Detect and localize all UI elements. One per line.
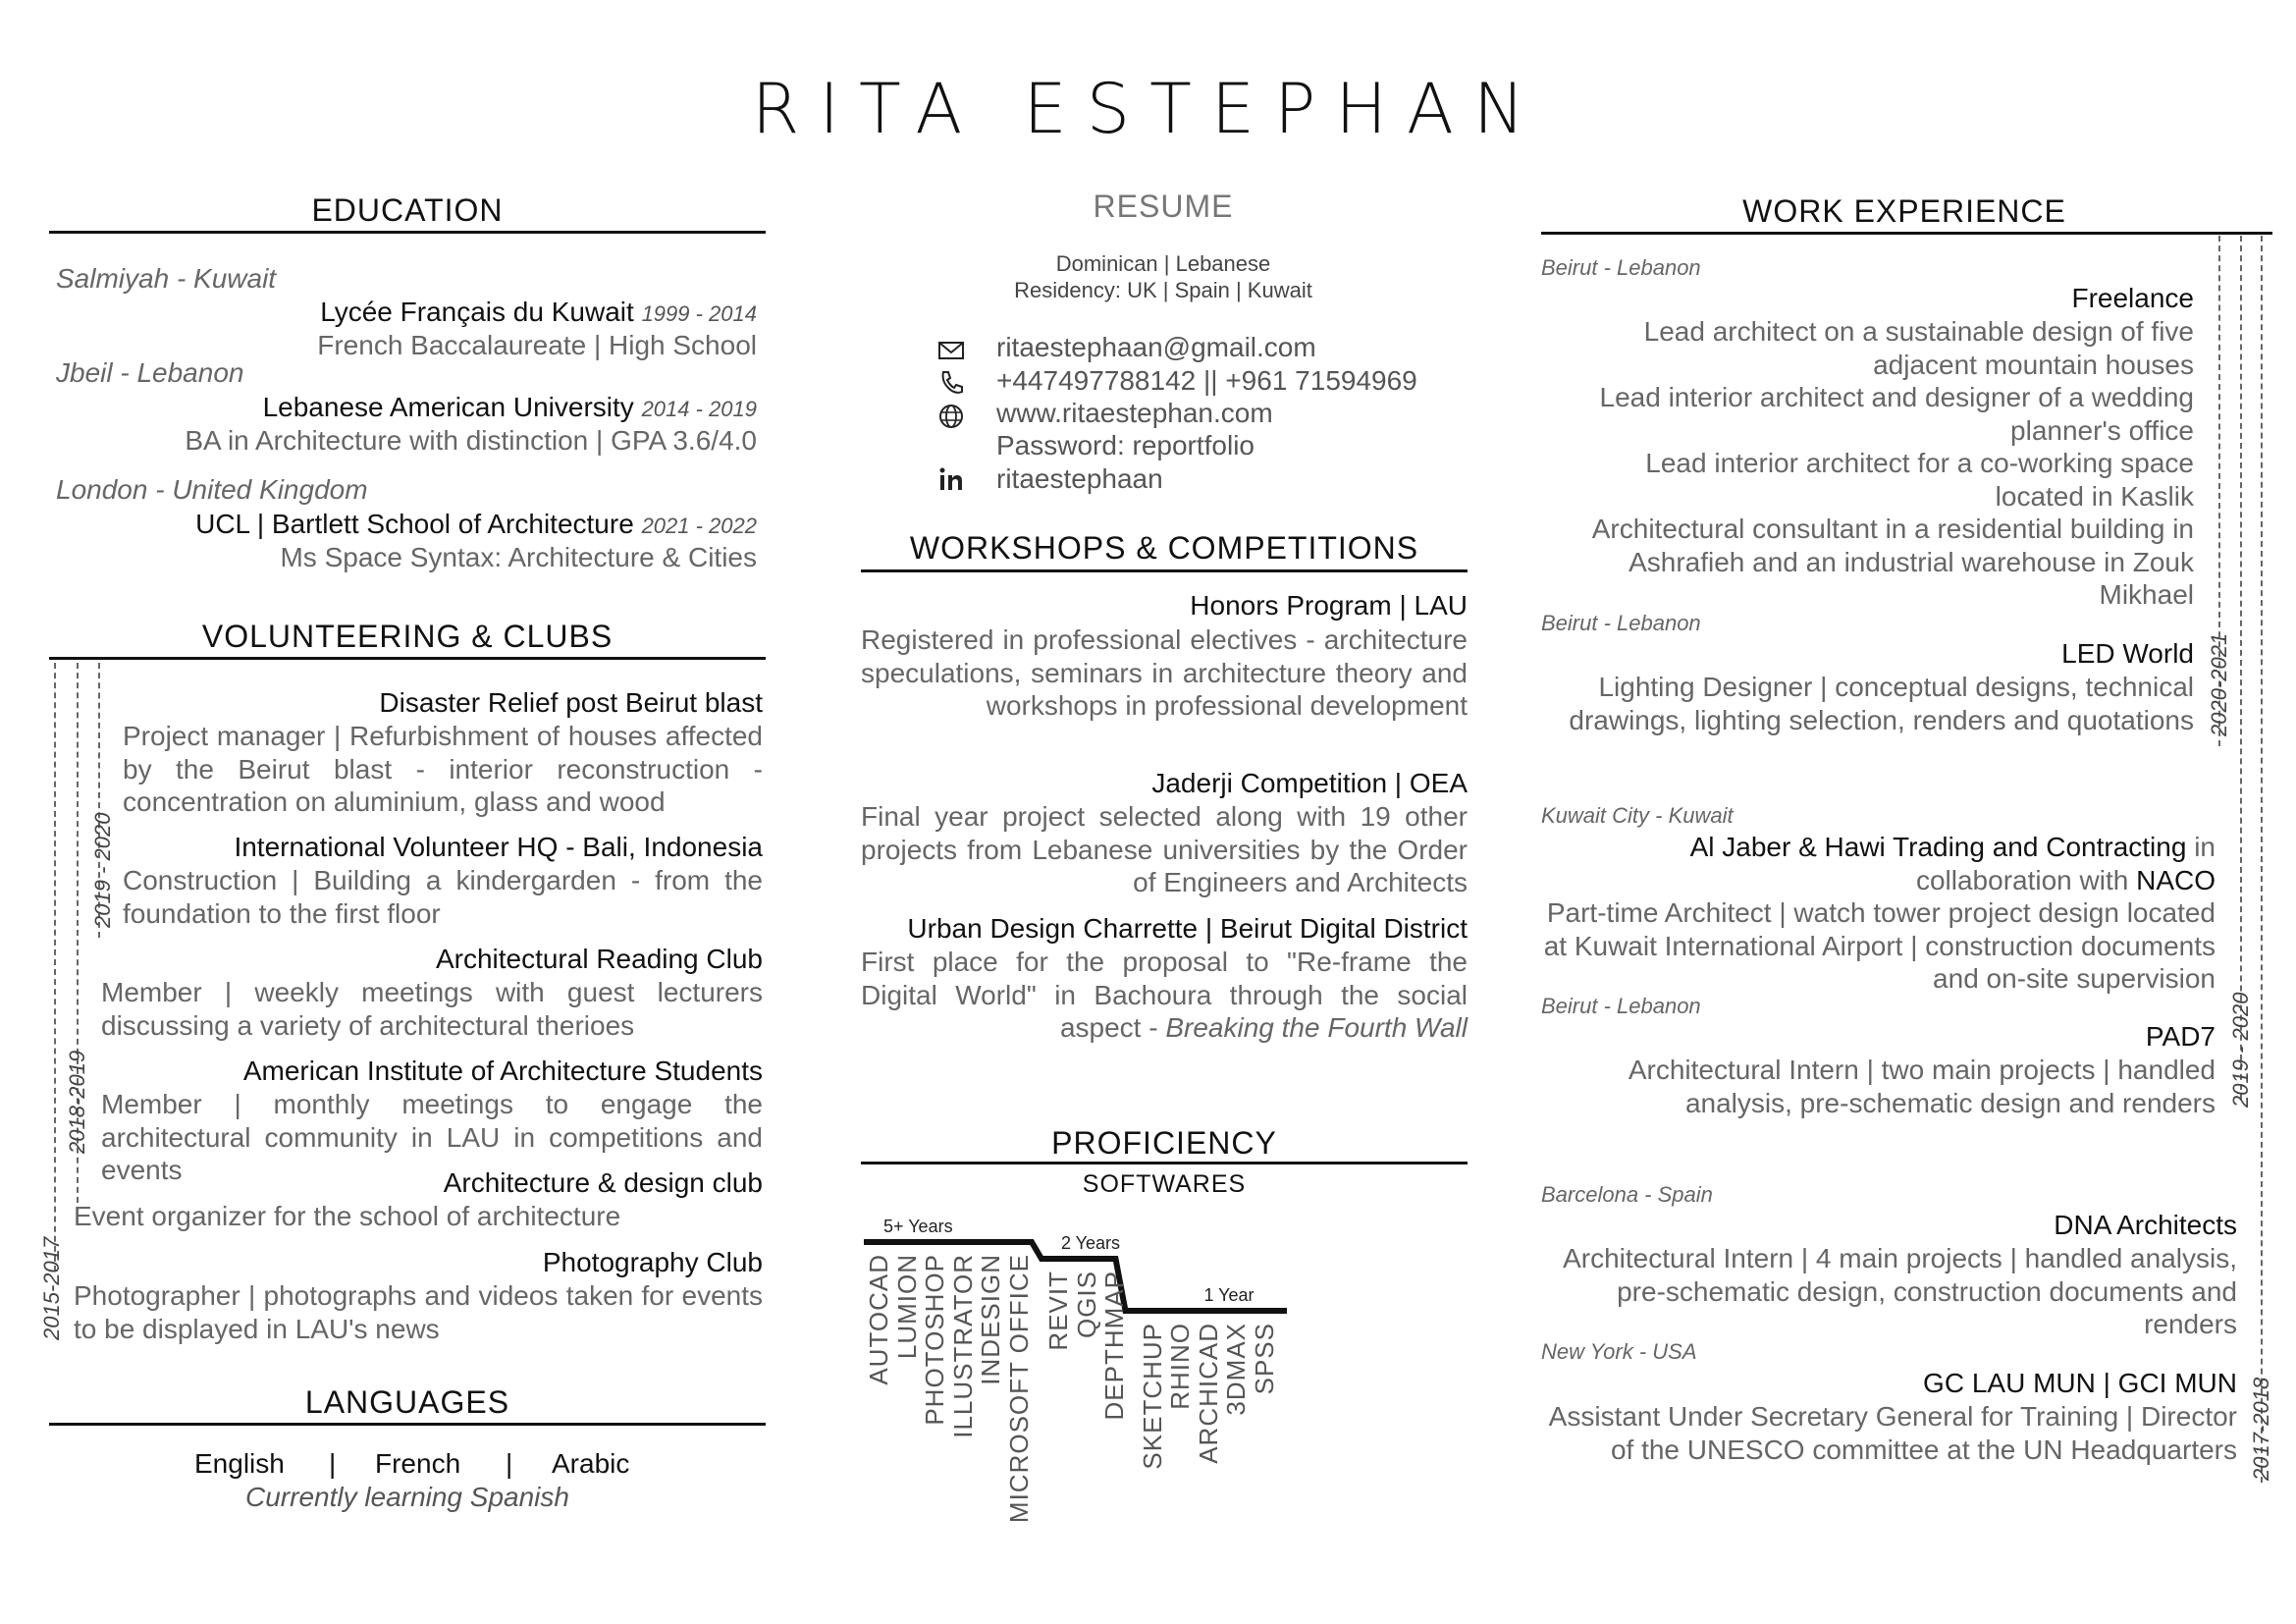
work-company: GC LAU MUN | GCI MUN bbox=[1923, 1368, 2237, 1398]
timeline-year: 2017-2018 bbox=[2249, 1377, 2273, 1481]
contact-phone[interactable]: +447497788142 || +961 71594969 bbox=[996, 365, 1417, 396]
residency: Residency: UK | Spain | Kuwait bbox=[1014, 278, 1312, 302]
workshop-title: Jaderji Competition | OEA bbox=[1151, 768, 1468, 798]
education-detail: Ms Space Syntax: Architecture & Cities bbox=[280, 542, 757, 572]
software-label: SPSS bbox=[1249, 1323, 1279, 1395]
nationality: Dominican | Lebanese bbox=[1055, 251, 1271, 276]
volunteer-title: Architecture & design club bbox=[443, 1167, 763, 1198]
work-detail: Part-time Architect | watch tower project design located at Kuwait International Airport | construction documents and on-site supervision bbox=[1543, 897, 2216, 994]
timeline-year: 2019 - 2020 bbox=[2228, 992, 2253, 1108]
software-label: PHOTOSHOP bbox=[920, 1254, 949, 1426]
work-detail: Lead interior architect for a co-working space located in Kaslik bbox=[1645, 448, 2194, 512]
software-label: LUMION bbox=[891, 1254, 922, 1360]
education-heading: EDUCATION bbox=[311, 192, 504, 228]
timeline-year: 2015-2017 bbox=[39, 1236, 64, 1340]
work-detail: Lead architect on a sustainable design of five adjacent mountain houses bbox=[1643, 316, 2194, 380]
volunteer-title: Disaster Relief post Beirut blast bbox=[379, 687, 763, 718]
work-detail: Architectural consultant in a residential building in Ashrafieh and an industrial warehouse in Zouk Mikhael bbox=[1591, 514, 2194, 610]
work-company: Freelance bbox=[2071, 283, 2194, 313]
contact-password: Password: reportfolio bbox=[996, 430, 1255, 460]
timeline-year: 2020-2021 bbox=[2207, 632, 2231, 736]
volunteer-title: Architectural Reading Club bbox=[435, 944, 763, 974]
level-label: 1 Year bbox=[1203, 1285, 1255, 1305]
software-label: MICROSOFT OFFICE bbox=[1003, 1254, 1034, 1524]
education-school: Lycée Français du Kuwait 1999 - 2014 bbox=[320, 297, 757, 327]
volunteer-title: International Volunteer HQ - Bali, Indonesia bbox=[234, 832, 763, 862]
timeline-year: 2018-2019 bbox=[65, 1050, 89, 1154]
software-label: ARCHICAD bbox=[1193, 1323, 1223, 1464]
globe-icon bbox=[937, 403, 965, 430]
workshop-detail: Final year project selected along with 19 other projects from Lebanese universities by the Order of Engineers and Architects bbox=[861, 801, 1468, 897]
software-label: RHINO bbox=[1165, 1323, 1195, 1410]
language-separator: | bbox=[329, 1448, 337, 1479]
volunteer-title: Photography Club bbox=[542, 1247, 763, 1277]
workshop-detail: Registered in professional electives - architecture speculations, seminars in architecture theory and workshops in professional development bbox=[861, 624, 1468, 721]
level-label: 2 Years bbox=[1061, 1233, 1121, 1253]
work-detail: Lighting Designer | conceptual designs, technical drawings, lighting selection, renders and quotations bbox=[1569, 672, 2194, 735]
work-detail: Architectural Intern | 4 main projects | handled analysis, pre-schematic design, construction documents and renders bbox=[1563, 1243, 2237, 1339]
software-label: INDESIGN bbox=[976, 1254, 1005, 1385]
workshop-title: Urban Design Charrette | Beirut Digital District bbox=[907, 913, 1468, 944]
language-item: French bbox=[375, 1448, 461, 1479]
software-label: QGIS bbox=[1071, 1271, 1101, 1339]
work-detail: Architectural Intern | two main projects | handled analysis, pre-schematic design and renders bbox=[1628, 1055, 2216, 1118]
level-label: 5+ Years bbox=[883, 1217, 953, 1236]
timeline-dash bbox=[2261, 236, 2263, 1483]
volunteer-title: American Institute of Architecture Students bbox=[242, 1056, 763, 1086]
work-company: Al Jaber & Hawi Trading and Contracting in collaboration with NACO bbox=[1689, 832, 2216, 895]
mail-icon bbox=[937, 337, 965, 364]
education-location: London - United Kingdom bbox=[56, 474, 368, 505]
education-detail: BA in Architecture with distinction | GPA 3.6/4.0 bbox=[185, 425, 757, 456]
contact-email[interactable]: ritaestephaan@gmail.com bbox=[996, 332, 1316, 362]
education-location: Salmiyah - Kuwait bbox=[56, 263, 277, 294]
language-item: Arabic bbox=[552, 1448, 630, 1479]
work-heading: WORK EXPERIENCE bbox=[1742, 193, 2066, 229]
volunteer-detail: Member | weekly meetings with guest lecturers discussing a variety of architectural therioes bbox=[101, 977, 763, 1041]
work-detail: Assistant Under Secretary General for Training | Director of the UNESCO committee at the UN Headquarters bbox=[1548, 1401, 2237, 1465]
volunteer-detail: Construction | Building a kindergarden - from the foundation to the first floor bbox=[123, 865, 763, 929]
workshop-detail: First place for the proposal to "Re-frame the Digital World" in Bachoura through the social aspect - Breaking the Fourth Wall bbox=[861, 947, 1468, 1043]
phone-icon bbox=[937, 369, 965, 397]
work-company: PAD7 bbox=[2145, 1021, 2216, 1052]
resume-name: RITA ESTEPHAN bbox=[751, 69, 1545, 149]
work-location: Beirut - Lebanon bbox=[1541, 611, 1701, 635]
software-label: ILLUSTRATOR bbox=[947, 1254, 978, 1438]
work-location: Beirut - Lebanon bbox=[1541, 994, 1701, 1018]
education-location: Jbeil - Lebanon bbox=[56, 357, 244, 388]
volunteer-detail: Project manager | Refurbishment of houses affected by the Beirut blast - interior reconstruction - concentration on aluminium, glass and wood bbox=[123, 721, 763, 817]
linkedin-icon bbox=[937, 465, 965, 493]
software-label: SKETCHUP bbox=[1137, 1323, 1167, 1470]
volunteering-heading: VOLUNTEERING & CLUBS bbox=[201, 619, 614, 654]
timeline-year: 2019 - 2020 bbox=[90, 812, 115, 928]
contact-website[interactable]: www.ritaestephan.com bbox=[996, 398, 1273, 428]
work-company: LED World bbox=[2061, 638, 2194, 669]
work-location: Kuwait City - Kuwait bbox=[1541, 803, 1734, 828]
volunteer-detail: Event organizer for the school of architecture bbox=[74, 1201, 621, 1231]
software-label: DEPTHMAP bbox=[1099, 1271, 1129, 1421]
workshops-rule bbox=[861, 569, 1468, 572]
volunteering-rule bbox=[49, 657, 766, 660]
work-rule bbox=[1541, 232, 2272, 235]
work-location: Beirut - Lebanon bbox=[1541, 255, 1701, 280]
education-school: Lebanese American University 2014 - 2019 bbox=[262, 392, 757, 422]
education-school: UCL | Bartlett School of Architecture 2021 - 2022 bbox=[195, 509, 757, 539]
language-note: Currently learning Spanish bbox=[245, 1482, 569, 1512]
volunteer-detail: Member | monthly meetings to engage the architectural community in LAU in competitions and events bbox=[101, 1089, 763, 1185]
proficiency-heading: PROFICIENCY bbox=[1051, 1125, 1277, 1161]
languages-rule bbox=[49, 1423, 766, 1426]
workshops-heading: WORKSHOPS & COMPETITIONS bbox=[909, 530, 1419, 566]
language-item: English bbox=[194, 1448, 285, 1479]
software-label: 3DMAX bbox=[1221, 1323, 1251, 1416]
timeline-dash bbox=[2240, 236, 2242, 1100]
workshop-title: Honors Program | LAU bbox=[1190, 590, 1468, 621]
work-detail: Lead interior architect and designer of a wedding planner's office bbox=[1599, 382, 2194, 446]
education-rule bbox=[49, 231, 766, 234]
volunteer-detail: Photographer | photographs and videos taken for events to be displayed in LAU's news bbox=[74, 1280, 763, 1344]
proficiency-subtitle: SOFTWARES bbox=[1082, 1170, 1247, 1198]
resume-label: RESUME bbox=[1093, 189, 1234, 224]
work-company: DNA Architects bbox=[2054, 1210, 2237, 1240]
software-label: REVIT bbox=[1043, 1271, 1073, 1351]
timeline-dash bbox=[54, 663, 56, 1272]
language-separator: | bbox=[506, 1448, 513, 1479]
proficiency-rule bbox=[861, 1162, 1468, 1164]
work-location: Barcelona - Spain bbox=[1541, 1182, 1713, 1207]
languages-heading: LANGUAGES bbox=[304, 1384, 510, 1420]
contact-linkedin[interactable]: ritaestephaan bbox=[996, 463, 1163, 494]
work-location: New York - USA bbox=[1541, 1339, 1697, 1364]
software-label: AUTOCAD bbox=[864, 1254, 893, 1385]
education-detail: French Baccalaureate | High School bbox=[317, 330, 757, 360]
